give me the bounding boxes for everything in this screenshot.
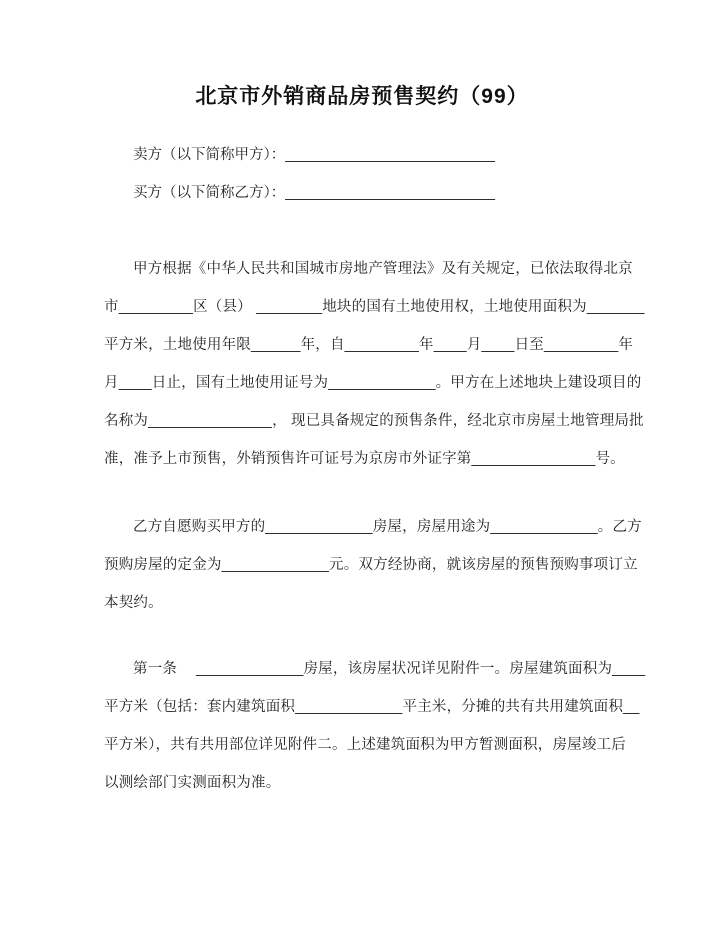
paragraph-line: 市_________区（县） ________地块的国有土地使用权，土地使用面积为_______ [104, 299, 645, 315]
paragraph-line: 名称为_______________， 现已具备规定的预售条件，经北京市房屋土地管理局批 [104, 413, 644, 429]
paragraph-line: 平方米，土地使用年限______年，自_________年____月____日至_________年 [104, 337, 634, 353]
party-line-seller: 卖方（以下简称甲方）：__________________________ [133, 147, 495, 163]
paragraph-line: 月____日止，国有土地使用证号为_____________。甲方在上述地块上建设项目的 [104, 375, 642, 391]
paragraph-line: 平方米（包括：套内建筑面积_____________平主米，分摊的共有共用建筑面积__ [104, 699, 640, 715]
paragraph-line: 第一条 _____________房屋，该房屋状况详见附件一。房屋建筑面积为____ [133, 661, 646, 677]
paragraph-line: 预购房屋的定金为_____________元。双方经协商，就该房屋的预售预购事项订立 [104, 557, 638, 573]
document-title: 北京市外销商品房预售契约（99） [195, 85, 529, 108]
paragraph-line: 平方米），共有共用部位详见附件二。上述建筑面积为甲方暂测面积，房屋竣工后 [104, 737, 626, 753]
paragraph-line: 以测绘部门实测面积为准。 [104, 775, 281, 791]
paragraph-article-one [104, 650, 646, 802]
document-content [104, 84, 646, 802]
party-line-buyer: 买方（以下简称乙方）：__________________________ [133, 185, 495, 201]
paragraph-line: 甲方根据《中华人民共和国城市房地产管理法》及有关规定，已依法取得北京 [133, 261, 633, 277]
paragraph-line: 本契约。 [104, 595, 163, 611]
paragraph-purchase-intent [104, 508, 642, 622]
paragraph-line: 乙方自愿购买甲方的_____________房屋，房屋用途为_____________。乙方 [133, 519, 642, 535]
paragraph-line: 准，准予上市预售，外销预售许可证号为京房市外证字第_______________号。 [104, 451, 625, 467]
paragraph-land-use [104, 250, 645, 478]
parties-section [104, 136, 620, 212]
